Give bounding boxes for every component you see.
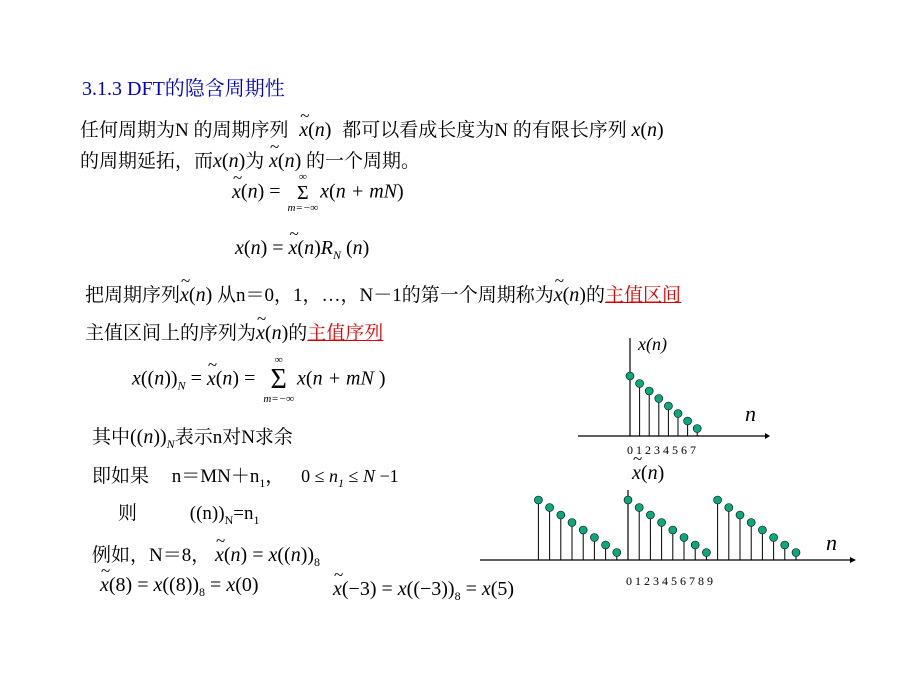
graph2-sample-point	[669, 526, 677, 534]
graph2-stems	[534, 496, 800, 560]
graph2-sample-point	[602, 541, 610, 549]
graph1-sample-0-point	[626, 372, 634, 380]
para6: 则 $((n))_N=n_1$	[118, 503, 260, 527]
graph1-sample-3-point	[655, 395, 663, 403]
graph2-sample-point	[781, 541, 789, 549]
graph2-sample-point	[736, 511, 744, 519]
equation-window: x(n) = ~ $x(n)R_N$ (n)	[235, 237, 369, 263]
graph1-sample-1-point	[636, 380, 644, 388]
graph2-sample-point	[557, 511, 565, 519]
graph1-ylabel: x(n)	[638, 334, 667, 354]
graph2-ylabel: ~ x(n)	[632, 462, 664, 485]
graph2-sample-point	[702, 549, 710, 557]
para3: 主值区间上的序列为~ x(n)的主值序列	[85, 318, 383, 345]
para1-line2: 的周期延拓，而x(n)为 ~ x(n) 的一个周期。	[80, 146, 420, 173]
graph1-xlabel: n	[745, 401, 756, 426]
graph1-x-arrow	[765, 433, 770, 439]
graph2-sample-point	[646, 511, 654, 519]
graph2-x-arrow	[850, 557, 856, 563]
section-title: 3.1.3 DFT的隐含周期性	[82, 78, 285, 100]
graph2-sample-point	[658, 519, 666, 527]
graph1-sample-4-point	[664, 402, 672, 410]
equation-example-8: ~ $x(8) = x((8))_8 = x(0)$	[100, 574, 259, 600]
graph2-sample-point	[725, 504, 733, 512]
graph2-sample-point	[770, 534, 778, 542]
graph-periodic-sequence	[478, 490, 858, 590]
graph2-tick-labels: 0 1 2 3 4 5 6 7 8 9	[626, 574, 713, 588]
graph1-tick-labels: 0 1 2 3 4 5 6 7	[627, 443, 696, 457]
graph2-sample-point	[680, 534, 688, 542]
para7: 例如，N＝8， ~ $x(n) = x((n))_8$	[92, 540, 320, 570]
graph2-sample-point	[579, 526, 587, 534]
graph1-stems	[626, 372, 701, 436]
equation-periodic-extension: ~ x(n) = ∞ Σ m=−∞ x(n + mN)	[232, 172, 404, 214]
graph1-sample-6-point	[684, 417, 692, 425]
graph-finite-sequence	[570, 328, 770, 458]
principal-sequence-link[interactable]: 主值序列	[307, 323, 384, 344]
para4: 其中$((n))_N$表示n对N求余	[92, 426, 293, 451]
graph2-sample-point	[691, 541, 699, 549]
para5: 即如果 $n=MN+n_1$， $0 \le n_1 \le N -1$	[92, 466, 399, 490]
graph2-sample-point	[635, 504, 643, 512]
equation-principal-sequence: $x((n))_N$ = ~ x(n) = ∞ Σ m=−∞ x(n + mN )	[132, 355, 386, 405]
graph2-sample-point	[792, 549, 800, 557]
graph1-sample-2-point	[645, 387, 653, 395]
graph2-xlabel: n	[826, 530, 837, 555]
graph2-sample-point	[747, 519, 755, 527]
graph2-sample-point	[568, 519, 576, 527]
graph2-sample-point	[714, 496, 722, 504]
graph2-sample-point	[590, 534, 598, 542]
graph1-sample-7-point	[693, 425, 701, 433]
math-x-n: x(n)	[631, 119, 664, 141]
principal-interval-link[interactable]: 主值区间	[604, 285, 681, 306]
math-xtilde-n: ~ x(n)	[299, 119, 331, 141]
graph2-sample-point	[613, 549, 621, 557]
para2: 把周期序列~ x(n) 从n＝0，1，…，N－1的第一个周期称为~ x(n)的主值区间	[85, 280, 681, 307]
para1-line1: 任何周期为N 的周期序列 ~ x(n) 都可以看成长度为N 的有限长序列 x(n)	[80, 115, 664, 142]
graph1-sample-5-point	[674, 410, 682, 418]
graph2-sample-point	[624, 496, 632, 504]
graph2-sample-point	[758, 526, 766, 534]
graph2-sample-point	[534, 496, 542, 504]
equation-example-minus3: ~ $x(-3) = x((-3))_8 = x(5)$	[333, 578, 514, 604]
graph2-sample-point	[546, 504, 554, 512]
